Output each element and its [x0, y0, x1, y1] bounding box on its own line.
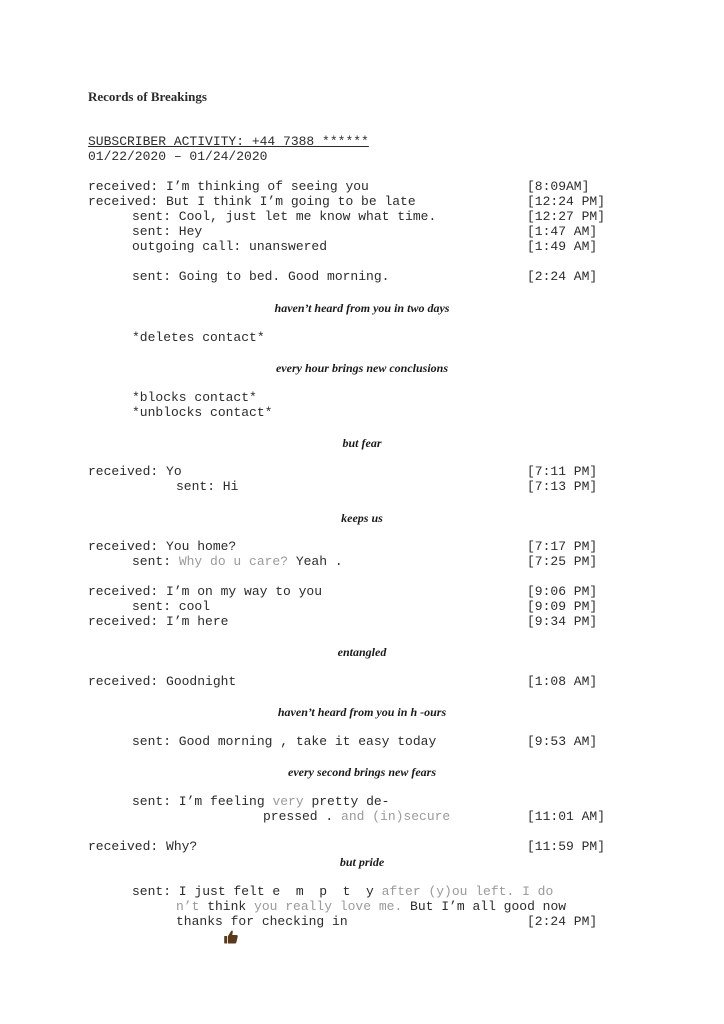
interlude-line: haven’t heard from you in h -ours — [277, 705, 447, 719]
log-time: [1:49 AM] — [527, 239, 598, 254]
log-time: [11:59 PM] — [527, 839, 606, 854]
log-entry: sent: Hey — [132, 224, 203, 239]
log-entry: received: You home? — [88, 539, 237, 554]
action-line: *deletes contact* — [132, 330, 265, 345]
log-time: [7:13 PM] — [527, 479, 598, 494]
log-entry: sent: cool — [132, 599, 211, 614]
page-title: Records of Breakings — [88, 89, 207, 104]
subscriber-line: SUBSCRIBER ACTIVITY: +44 7388 ****** — [88, 134, 369, 149]
log-entry: sent: Why do u care? Yeah . — [132, 554, 343, 569]
log-entry: received: Yo — [88, 464, 182, 479]
action-line: *unblocks contact* — [132, 405, 273, 420]
log-time: [7:11 PM] — [527, 464, 598, 479]
interlude-line: keeps us — [341, 511, 383, 525]
log-entry: n’t think you really love me. But I’m all good now — [176, 899, 566, 964]
log-time: [1:47 AM] — [527, 224, 598, 239]
log-time: [12:24 PM] — [527, 194, 606, 209]
log-entry: received: Goodnight — [88, 674, 237, 689]
interlude-line: but fear — [342, 436, 382, 450]
log-entry: sent: Good morning , take it easy today — [132, 734, 437, 749]
log-entry: sent: Hi — [176, 479, 239, 494]
log-entry: received: But I think I’m going to be late — [88, 194, 416, 209]
log-entry: sent: I’m feeling very pretty de- — [132, 794, 390, 809]
log-time: [9:09 PM] — [527, 599, 598, 614]
log-time: [2:24 PM] — [527, 914, 598, 929]
log-entry: received: I’m here — [88, 614, 229, 629]
log-entry: received: Why? — [88, 839, 198, 854]
interlude-line: entangled — [337, 645, 387, 659]
log-time: [8:09AM] — [527, 179, 590, 194]
log-entry: outgoing call: unanswered — [132, 239, 328, 254]
log-time: [9:53 AM] — [527, 734, 598, 749]
log-entry: received: I’m on my way to you — [88, 584, 323, 599]
log-entry: sent: Cool, just let me know what time. — [132, 209, 437, 224]
log-time: [11:01 AM] — [527, 809, 606, 824]
action-line: *blocks contact* — [132, 390, 257, 405]
log-time: [2:24 AM] — [527, 269, 598, 284]
log-entry: sent: I just felt e m p t y after (y)ou left. I do — [132, 884, 554, 899]
log-time: [1:08 AM] — [527, 674, 598, 689]
interlude-line: every hour brings new conclusions — [275, 361, 449, 375]
log-entry: thanks for checking in — [176, 914, 348, 929]
date-range: 01/22/2020 – 01/24/2020 — [88, 149, 268, 164]
interlude-line: haven’t heard from you in two days — [274, 301, 450, 315]
log-entry: received: I’m thinking of seeing you — [88, 179, 369, 194]
log-time: [7:25 PM] — [527, 554, 598, 569]
log-time: [7:17 PM] — [527, 539, 598, 554]
interlude-line: but pride — [339, 855, 385, 869]
log-time: [9:06 PM] — [527, 584, 598, 599]
log-entry: sent: Going to bed. Good morning. — [132, 269, 390, 284]
log-time: [12:27 PM] — [527, 209, 606, 224]
log-time: [9:34 PM] — [527, 614, 598, 629]
log-entry: pressed . and (in)secure — [263, 809, 451, 824]
interlude-line: every second brings new fears — [288, 765, 436, 779]
